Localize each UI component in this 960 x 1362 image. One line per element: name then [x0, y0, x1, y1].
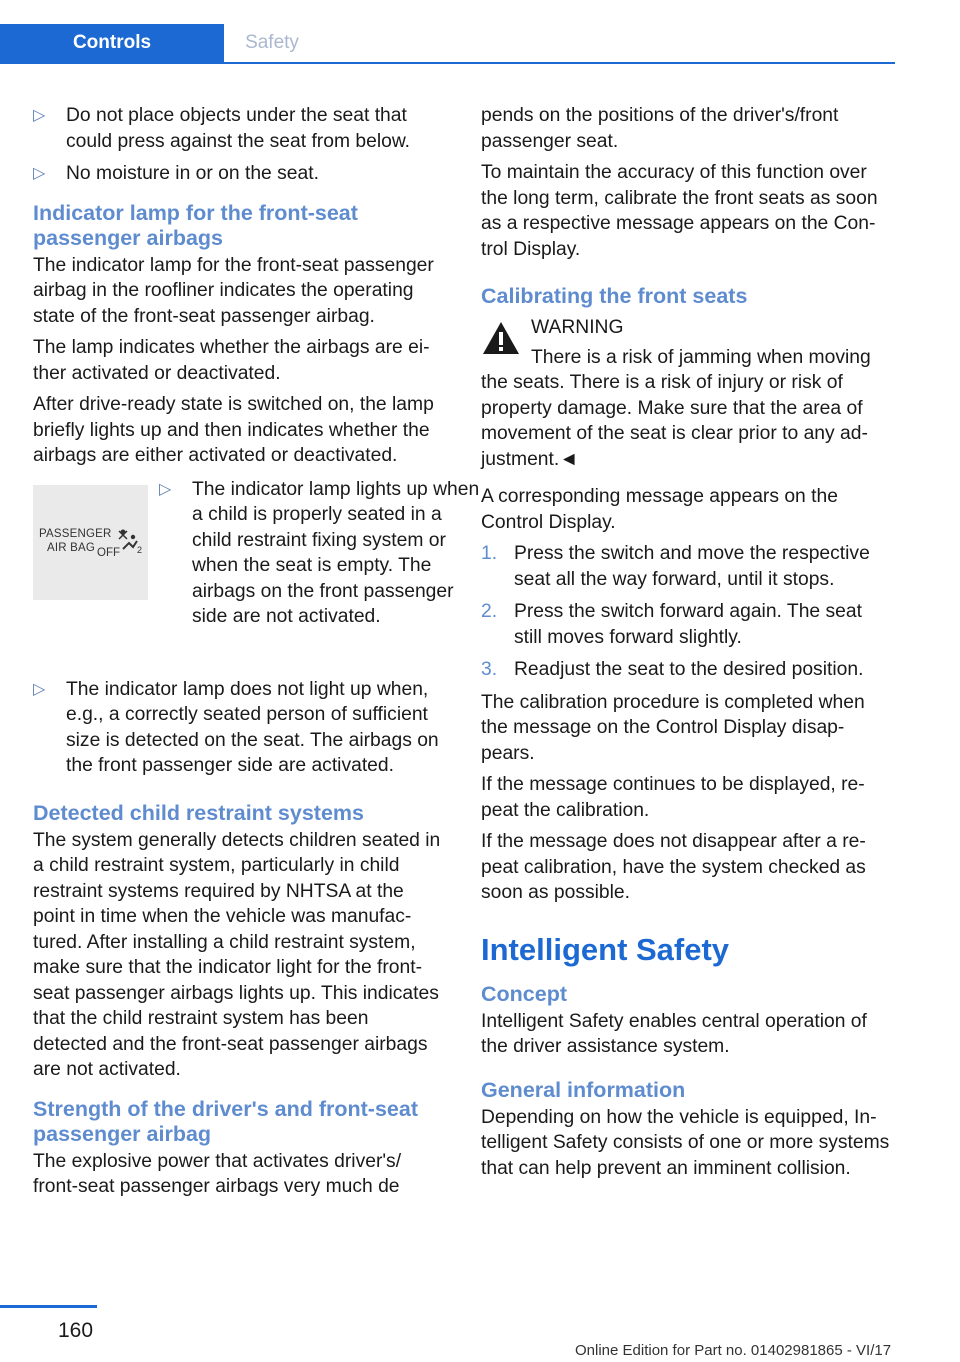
paragraph: A corresponding message appears on the Control Display.	[481, 486, 838, 533]
airbag-off-icon	[115, 527, 143, 555]
list-item	[33, 161, 445, 187]
warning-triangle-icon	[481, 320, 521, 356]
triangle-bullet-icon: ▷	[159, 480, 172, 498]
triangle-bullet-icon: ▷	[33, 680, 46, 698]
list-item	[481, 541, 891, 592]
section-heading: Calibrating the front seats	[481, 284, 748, 308]
figure-label: PASSENGER AIR BAG	[39, 527, 112, 554]
list-item	[33, 103, 445, 154]
warning-block	[481, 315, 891, 341]
bullet-text: The indicator lamp does not light up when, e.g., a correctly seated person of sufficient size is detected on the seat. The airbags on the front passenger side are activated.	[66, 678, 439, 776]
bullet-text: The indicator lamp lights up when a child is properly seated in a child restraint fixing system or when the seat is empty. The airbags on the front passenger side are not activated.	[192, 478, 480, 627]
tab-controls[interactable]: Controls	[0, 24, 224, 62]
paragraph: Depending on how the vehicle is equipped, Intelligent Safety consists of one or more systems that can help prevent an imminent collision.	[481, 1106, 890, 1179]
paragraph: If the message continues to be displayed, repeat the calibration.	[481, 774, 865, 821]
paragraph: The explosive power that activates driver's/ front-seat passenger airbags very much de	[33, 1150, 402, 1197]
paragraph: pends on the positions of the driver's/front passenger seat.	[481, 105, 839, 152]
tab-safety[interactable]: Safety	[245, 32, 299, 53]
passenger-airbag-off-lamp-image	[33, 485, 148, 600]
step-number: 3.	[481, 659, 498, 680]
section-tabs	[0, 24, 895, 64]
section-heading: Concept	[481, 981, 567, 1006]
triangle-bullet-icon: ▷	[33, 165, 46, 182]
section-heading: Detected child restraint systems	[33, 800, 364, 825]
indicator-figure-row	[33, 477, 480, 667]
list-item	[33, 677, 445, 779]
step-number: 1.	[481, 543, 498, 564]
bullet-text: No moisture in or on the seat.	[66, 163, 319, 184]
step-text: Readjust the seat to the desired position.	[514, 659, 864, 680]
section-heading: Indicator lamp for the front-seat passenger airbags	[33, 200, 358, 250]
warning-text: There is a risk of jamming when moving the seats. There is a risk of injury or risk of property damage. Make sure that the area of movement of the seat is clear prior to any adjustment.◄	[481, 346, 871, 470]
list-item	[481, 657, 891, 683]
section-heading: Strength of the driver's and front-seat passenger airbag	[33, 1096, 418, 1146]
edition-note: Online Edition for Part no. 01402981865 - VI/17	[575, 1342, 892, 1359]
paragraph: The system generally detects children seated in a child restraint system, particularly in child restraint systems required by NHTSA at the point in time when the vehicle was manufactured. After installing a child restraint system, make sure that the indicator light for the front-seat passenger airbags lights up. This indicates that the child restraint system has been detected and the front-seat passenger airbags are not activated.	[33, 829, 441, 1080]
section-heading: General information	[481, 1077, 686, 1102]
figure-off-label: OFF	[97, 546, 120, 559]
paragraph: The calibration procedure is completed when the message on the Control Display disappears.	[481, 691, 865, 764]
paragraph: The indicator lamp for the front-seat passenger airbag in the roofliner indicates the operating state of the front-seat passenger airbag.	[33, 254, 434, 327]
step-text: Press the switch and move the respective seat all the way forward, until it stops.	[514, 543, 870, 590]
right-column	[481, 103, 891, 1187]
page-number: 160	[58, 1319, 94, 1342]
list-item	[481, 599, 891, 650]
step-text: Press the switch forward again. The seat still moves forward slightly.	[514, 601, 862, 648]
triangle-bullet-icon: ▷	[33, 107, 46, 124]
paragraph: Intelligent Safety enables central operation of the driver assistance system.	[481, 1010, 867, 1057]
paragraph: If the message does not disappear after a repeat calibration, have the system checked as soon as possible.	[481, 831, 866, 903]
left-column	[33, 103, 480, 1206]
bullet-text: Do not place objects under the seat that could press against the seat from below.	[66, 105, 411, 152]
paragraph: The lamp indicates whether the airbags are either activated or deactivated.	[33, 337, 430, 384]
footer-rule	[0, 1305, 97, 1308]
chapter-heading: Intelligent Safety	[481, 931, 730, 967]
svg-text:2: 2	[137, 544, 143, 555]
step-number: 2.	[481, 601, 498, 622]
paragraph: To maintain the accuracy of this function over the long term, calibrate the front seats as soon as a respective message appears on the Control Display.	[481, 162, 878, 260]
warning-title: WARNING	[531, 317, 624, 338]
list-item	[159, 477, 482, 630]
paragraph: After drive-ready state is switched on, the lamp briefly lights up and then indicates whether the airbags are either activated or deactivated.	[33, 394, 434, 466]
